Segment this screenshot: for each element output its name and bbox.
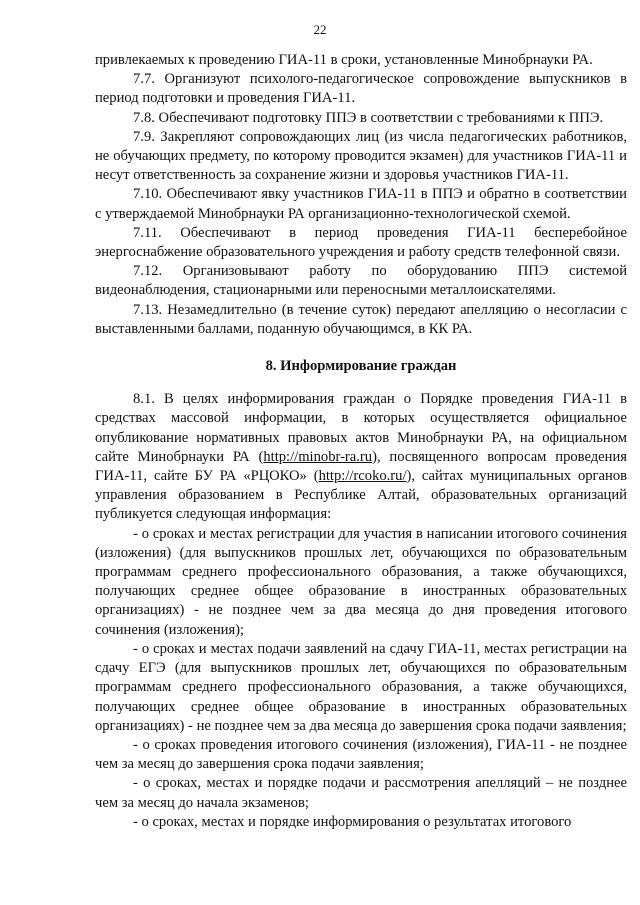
paragraph-7-10: 7.10. Обеспечивают явку участников ГИА-11 в ППЭ и обратно в соответствии с утверждаемой Минобрнауки РА организационно-технологической схемой.	[95, 186, 627, 222]
paragraph-continuation: привлекаемых к проведению ГИА-11 в сроки, установленные Минобрнауки РА.	[95, 52, 593, 68]
document-body	[95, 51, 627, 832]
paragraph-8-1	[95, 390, 627, 524]
paragraph-7-11: 7.11. Обеспечивают в период проведения ГИА-11 бесперебойное энергоснабжение образовательного учреждения и работу средств телефонной связи.	[95, 224, 627, 261]
paragraph-7-13: 7.13. Незамедлительно (в течение суток) передают апелляцию о несогласии с выставленными баллами, поданную обучающимся, в КК РА.	[95, 301, 627, 337]
paragraph-7-9: 7.9. Закрепляют сопровождающих лиц (из числа педагогических работников, не обучающих предмету, по которому проводится экзамен) для участников ГИА-11 и несут ответственность за сохранение жизни и здоровья участников ГИА-11.	[95, 128, 627, 184]
paragraph-7-7: 7.7. Организуют психолого-педагогическое сопровождение выпускников в период подготовки и проведения ГИА-11.	[95, 71, 627, 107]
list-item: - о сроках, местах и порядке подачи и рассмотрения апелляций – не позднее чем за месяц до начала экзаменов;	[95, 775, 627, 811]
page-number: 22	[313, 22, 327, 37]
paragraph-8-1-part-c: ), сайтах муниципальных органов управления образованием в Республике Алтай, образовательных организаций публикуется следующая информация:	[95, 468, 628, 523]
link-rcoko[interactable]: http://rcoko.ru/	[318, 468, 407, 485]
list-item: - о сроках и местах регистрации для участия в написании итогового сочинения (изложения) (для выпускников прошлых лет, обучающихся по образовательным программам среднего профессионального образования, а также обучающихся, получающих среднее общее образование в иностранных образовательных организациях) - не позднее чем за два месяца до дня проведения итогового сочинения (изложения);	[95, 525, 627, 638]
paragraph-7-8: 7.8. Обеспечивают подготовку ППЭ в соответствии с требованиями к ППЭ.	[133, 109, 604, 126]
list-item: - о сроках, местах и порядке информирования о результатах итогового	[133, 813, 572, 830]
paragraph-7-12: 7.12. Организовывают работу по оборудованию ППЭ системой видеонаблюдения, стационарными или переносными металлоискателями.	[95, 263, 627, 299]
list-item: - о сроках и местах подачи заявлений на сдачу ГИА-11, местах регистрации на сдачу ЕГЭ (для выпускников прошлых лет, обучающихся по образовательным программам среднего профессионального образования, а также обучающихся, получающих среднее общее образование в иностранных образовательных организациях) - не позднее чем за два месяца до завершения срока подачи заявления;	[95, 640, 627, 734]
section-heading: 8. Информирование граждан	[265, 358, 457, 375]
link-minobr[interactable]: http://minobr-ra.ru	[263, 448, 373, 465]
paragraph-8-1-part-b: ), посвященного вопросам проведения ГИА-11, сайте БУ РА «РЦОКО» (	[95, 448, 627, 485]
list-item: - о сроках проведения итогового сочинения (изложения), ГИА-11 - не позднее чем за месяц до завершения срока подачи заявления;	[95, 736, 627, 773]
paragraph-8-1-part-a: 8.1. В целях информирования граждан о Порядке проведения ГИА-11 в средствах массовой информации, в которых осуществляется официальное опубликование нормативных правовых актов Минобрнауки РА, на официальном сайте Минобрнауки РА (	[95, 391, 627, 465]
